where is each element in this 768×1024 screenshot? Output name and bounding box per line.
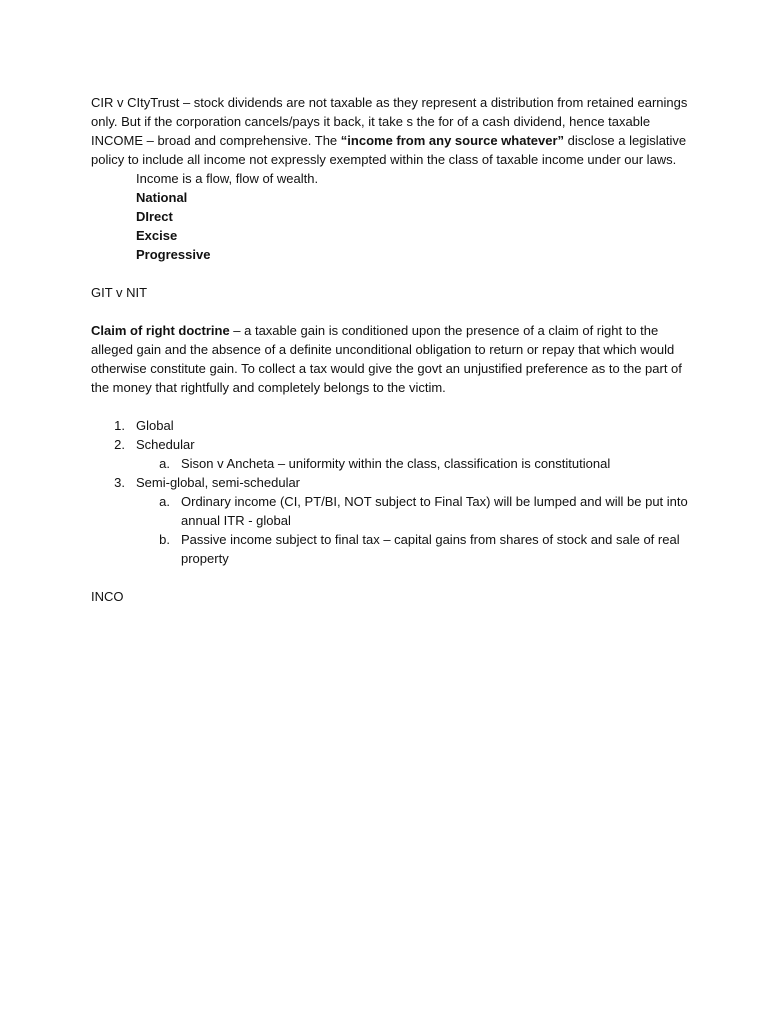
list-subitem-passive-income bbox=[91, 530, 691, 568]
list-item-text: Global bbox=[136, 418, 174, 433]
list-item-text: Schedular bbox=[136, 437, 195, 452]
list-sublabel: a. bbox=[159, 494, 170, 509]
list-number: 3. bbox=[114, 475, 125, 490]
income-trait-national: National bbox=[136, 190, 188, 205]
paragraph-claim-of-right bbox=[91, 321, 691, 397]
list-subitem-sison bbox=[91, 454, 691, 473]
paragraph-income-definition bbox=[91, 131, 691, 169]
spacer bbox=[91, 264, 691, 283]
income-lead-text: INCOME – broad and comprehensive. The bbox=[91, 133, 341, 148]
claim-of-right-term: Claim of right doctrine bbox=[91, 323, 230, 338]
list-subitem-ordinary-income bbox=[91, 492, 691, 530]
spacer bbox=[91, 397, 691, 416]
income-trait-progressive: Progressive bbox=[136, 247, 211, 262]
income-trait-excise: Excise bbox=[136, 228, 178, 243]
spacer bbox=[91, 302, 691, 321]
spacer bbox=[91, 568, 691, 587]
list-item-global bbox=[91, 416, 691, 435]
list-subitem-text: Sison v Ancheta – uniformity within the class, classification is constitutional bbox=[181, 456, 611, 471]
document-body bbox=[91, 93, 691, 606]
list-number: 2. bbox=[114, 437, 125, 452]
claim-of-right-text: – a taxable gain is conditioned upon the presence of a claim of right to the alleged gain and the absence of a definite unconditional obligation to return or repay that which would otherwise constitute gain. To collect a tax would give the govt an unjustified preference as to the part of the money that rightfully and completely belongs to the victim. bbox=[91, 323, 682, 395]
paragraph-cir-citytrust: CIR v CItyTrust – stock dividends are not taxable as they represent a distribution from retained earnings only. But if the corporation cancels/pays it back, it take s the for of a cash dividend, hence taxable bbox=[91, 95, 688, 129]
git-v-nit-heading: GIT v NIT bbox=[91, 285, 148, 300]
income-trait-direct: DIrect bbox=[136, 209, 173, 224]
income-tail-text: disclose a legislative policy to include all income not expressly exempted within the class of taxable income under our laws. bbox=[91, 133, 687, 167]
list-sublabel: b. bbox=[159, 532, 170, 547]
list-sublabel: a. bbox=[159, 456, 170, 471]
list-subitem-text: Ordinary income (CI, PT/BI, NOT subject to Final Tax) will be lumped and will be put into annual ITR - global bbox=[181, 494, 688, 528]
list-subitem-text: Passive income subject to final tax – capital gains from shares of stock and sale of real property bbox=[181, 532, 680, 566]
list-item-text: Semi-global, semi-schedular bbox=[136, 475, 301, 490]
list-item-semi-global bbox=[91, 473, 691, 492]
trailing-text: INCO bbox=[91, 589, 124, 604]
list-number: 1. bbox=[114, 418, 125, 433]
list-item-schedular bbox=[91, 435, 691, 454]
income-quote: “income from any source whatever” bbox=[340, 133, 565, 148]
income-flow-line: Income is a flow, flow of wealth. bbox=[136, 171, 319, 186]
